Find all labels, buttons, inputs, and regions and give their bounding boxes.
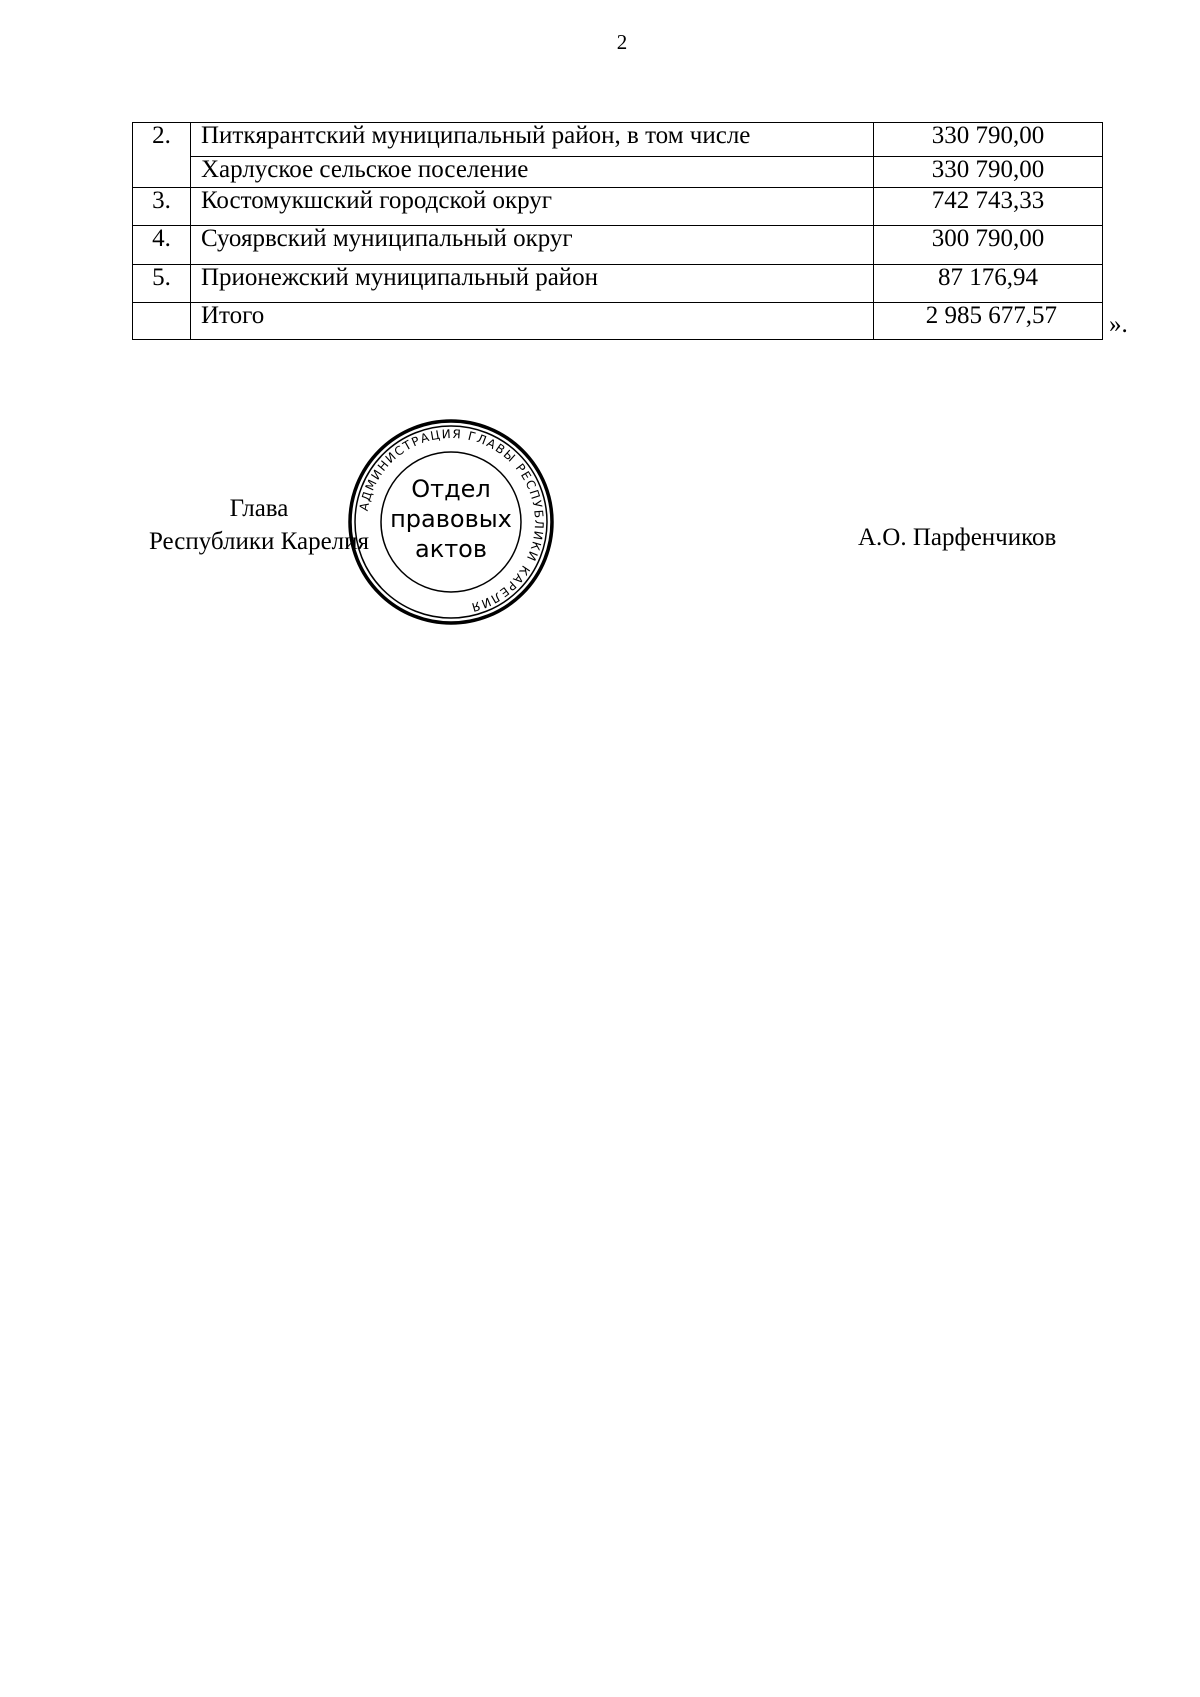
row-number: 5. [133, 265, 191, 303]
allocation-table [132, 122, 1103, 340]
table-row [133, 157, 1103, 188]
official-stamp [346, 417, 556, 627]
table-total-row [133, 303, 1103, 340]
signatory-title [142, 492, 376, 558]
municipality-name: Питкярантский муниципальный район, в том числе [191, 123, 874, 157]
closing-quote: ». [1109, 311, 1128, 338]
total-label: Итого [191, 303, 874, 340]
table-row [133, 123, 1103, 157]
signatory-title-line1: Глава [229, 495, 289, 522]
municipality-name: Прионежский муниципальный район [191, 265, 874, 303]
municipality-name: Харлуское сельское поселение [191, 157, 874, 188]
stamp-ring-text: АДМИНИСТРАЦИЯ ГЛАВЫ РЕСПУБЛИКИ КАРЕЛИЯ [356, 426, 547, 615]
table-row [133, 188, 1103, 226]
stamp-text-line1: Отдел [411, 475, 491, 503]
table-row [133, 265, 1103, 303]
row-number: 4. [133, 226, 191, 265]
stamp-text-line2: правовых [390, 505, 512, 533]
amount-value: 330 790,00 [874, 123, 1103, 157]
amount-value: 742 743,33 [874, 188, 1103, 226]
amount-value: 300 790,00 [874, 226, 1103, 265]
table-row [133, 226, 1103, 265]
signatory-title-line2: Республики Карелия [148, 528, 370, 555]
page-number: 2 [616, 30, 628, 54]
row-number: 2. [133, 123, 191, 188]
amount-value: 330 790,00 [874, 157, 1103, 188]
stamp-text-line3: актов [414, 535, 488, 563]
row-number [133, 303, 191, 340]
total-amount: 2 985 677,57 [874, 303, 1103, 340]
municipality-name: Костомукшский городской округ [191, 188, 874, 226]
amount-value: 87 176,94 [874, 265, 1103, 303]
row-number: 3. [133, 188, 191, 226]
signatory-name: А.О. Парфенчиков [858, 524, 1057, 551]
municipality-name: Суоярвский муниципальный округ [191, 226, 874, 265]
